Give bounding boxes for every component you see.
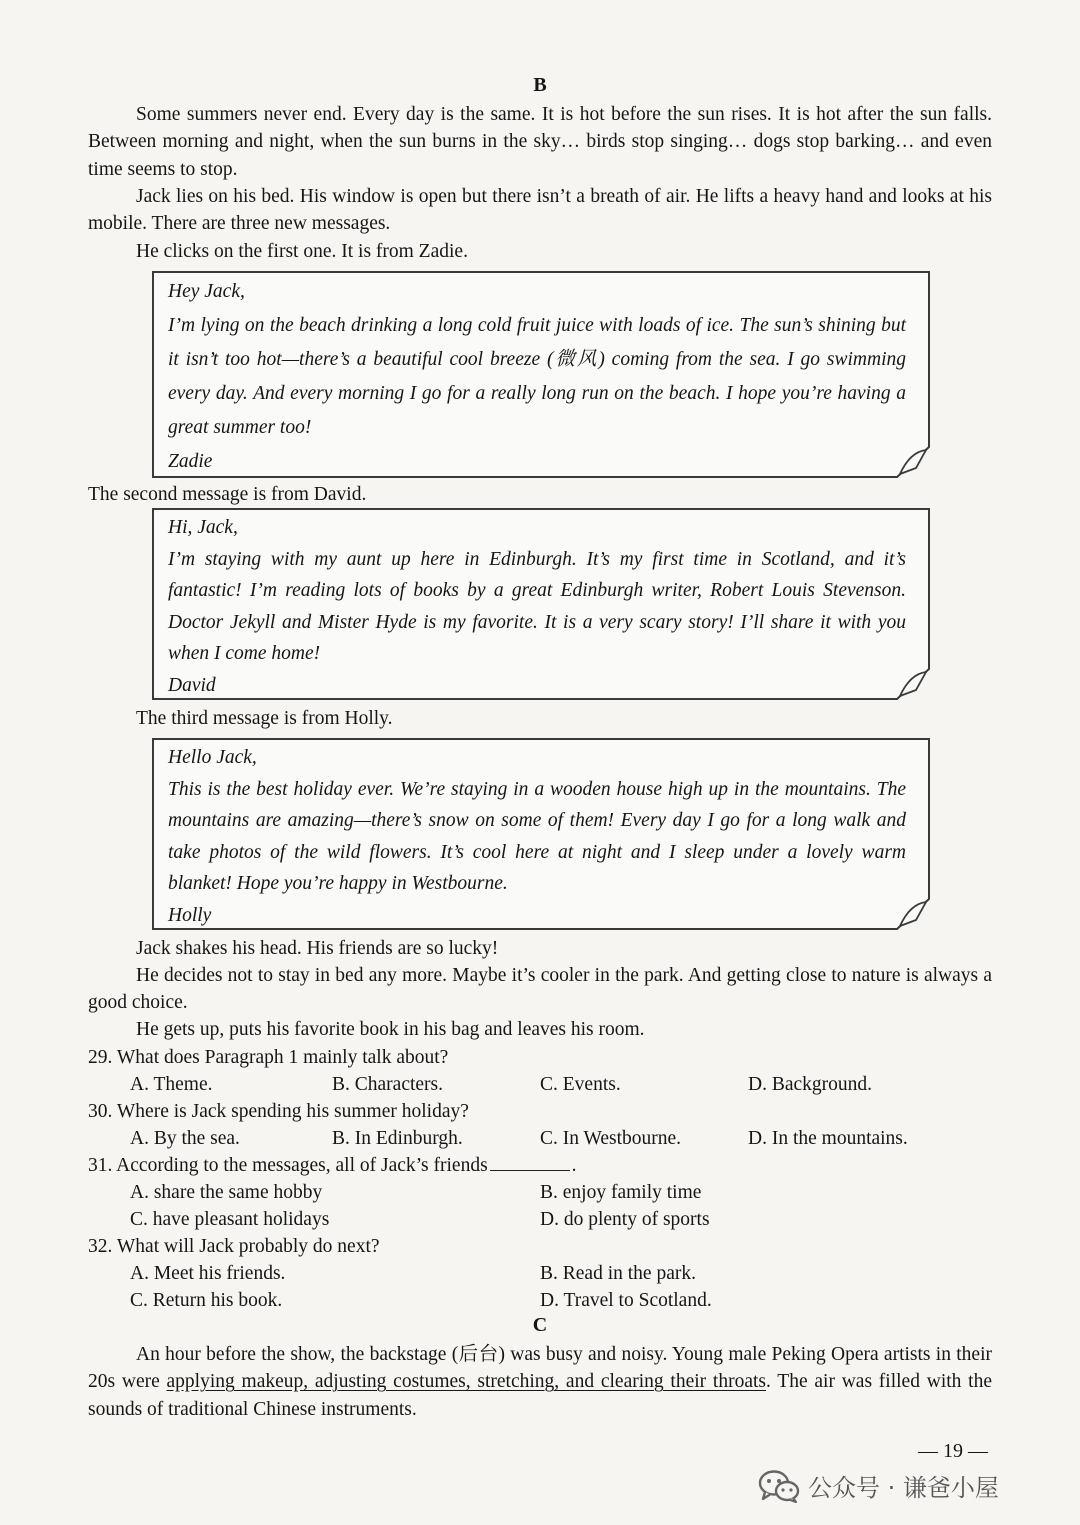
message-greeting: Hi, Jack,: [168, 517, 238, 538]
underlined-phrase: applying makeup, adjusting costumes, stretching, and clearing their throats: [166, 1371, 766, 1393]
option-30b: B. In Edinburgh.: [332, 1128, 463, 1149]
option-31c: C. have pleasant holidays: [130, 1209, 330, 1230]
page-curl-icon: [896, 446, 930, 478]
option-29b: B. Characters.: [332, 1074, 444, 1095]
watermark: [758, 1468, 999, 1503]
option-31b: B. enjoy family time: [540, 1182, 702, 1203]
paragraph-3: He clicks on the first one. It is from Zadie.: [136, 241, 468, 262]
section-b-title: B: [533, 74, 547, 96]
option-30a: A. By the sea.: [130, 1128, 240, 1149]
message-body: I’m staying with my aunt up here in Edinburgh. It’s my first time in Scotland, and it’s fantastic! I’m reading lots of books by a great Edinburgh writer, Robert Louis Stevenson. Doctor Jekyll and Mister Hyde is my favorite. It is a very scary story! I’ll share it with you when I come home!: [168, 548, 906, 665]
paragraph-2: Jack lies on his bed. His window is open but there isn’t a breath of air. He lifts a heavy hand and looks at his mobile. There are three new messages.: [88, 186, 992, 235]
question-31-end: .: [571, 1155, 577, 1176]
paragraph-8: He gets up, puts his favorite book in his bag and leaves his room.: [136, 1019, 645, 1040]
paragraph-7: He decides not to stay in bed any more. Maybe it’s cooler in the park. And getting close to nature is always a good choice.: [88, 965, 992, 1014]
paragraph-4: The second message is from David.: [88, 484, 367, 505]
question-30: 30. Where is Jack spending his summer holiday?: [88, 1101, 469, 1122]
message-greeting: Hello Jack,: [168, 747, 257, 768]
message-david: [152, 508, 930, 700]
paragraph-6: Jack shakes his head. His friends are so lucky!: [136, 938, 499, 959]
paragraph-1: Some summers never end. Every day is the same. It is hot before the sun rises. It is hot after the sun falls. Between morning and night, when the sun burns in the sky… birds stop singing… dogs stop barking… and even time seems to stop.: [88, 104, 992, 180]
question-31: [88, 1152, 577, 1179]
answer-blank: [490, 1170, 570, 1171]
question-32: 32. What will Jack probably do next?: [88, 1236, 380, 1257]
question-31-stem: 31. According to the messages, all of Jack’s friends: [88, 1155, 488, 1176]
option-29c: C. Events.: [540, 1074, 621, 1095]
option-30c: C. In Westbourne.: [540, 1128, 682, 1149]
message-greeting: Hey Jack,: [168, 281, 245, 302]
wechat-icon: [758, 1469, 800, 1503]
section-c-title: C: [532, 1314, 548, 1336]
watermark-text: 公众号 · 谦爸小屋: [808, 1474, 999, 1502]
option-32b: B. Read in the park.: [540, 1263, 696, 1284]
option-32c: C. Return his book.: [130, 1290, 283, 1311]
message-holly: [152, 738, 930, 930]
question-29: 29. What does Paragraph 1 mainly talk about?: [88, 1047, 449, 1068]
page-curl-icon: [896, 668, 930, 700]
message-body: This is the best holiday ever. We’re staying in a wooden house high up in the mountains. The mountains are amazing—there’s snow on some of them! Every day I go for a long walk and take photos of the wild flowers. It’s cool here at night and I sleep under a lovely warm blanket! Hope you’re happy in Westbourne.: [168, 778, 906, 895]
page-number: — 19 —: [918, 1440, 988, 1462]
message-zadie: [152, 271, 930, 478]
page-curl-icon: [896, 898, 930, 930]
option-29a: A. Theme.: [130, 1074, 213, 1095]
message-signature: Holly: [168, 904, 212, 926]
option-29d: D. Background.: [748, 1074, 873, 1095]
option-31a: A. share the same hobby: [130, 1182, 323, 1203]
section-c-text: An hour before the show, the backstage (后台) was busy and noisy. Young male Peking Opera artists in their 20s were: [88, 1344, 992, 1393]
option-31d: D. do plenty of sports: [540, 1209, 710, 1230]
section-c-text-end: . The air was filled with the sounds of traditional Chinese instruments.: [88, 1371, 992, 1420]
paragraph-5: The third message is from Holly.: [136, 708, 393, 729]
option-32a: A. Meet his friends.: [130, 1263, 286, 1284]
message-signature: David: [168, 674, 216, 696]
message-signature: Zadie: [168, 451, 213, 472]
message-body: I’m lying on the beach drinking a long cold fruit juice with loads of ice. The sun’s shining but it isn’t too hot—there’s a beautiful cool breeze (微风) coming from the sea. I go swimming every day. And every morning I go for a really long run on the beach. I hope you’re having a great summer too!: [168, 315, 906, 438]
option-32d: D. Travel to Scotland.: [540, 1290, 712, 1311]
section-c-paragraph: [88, 1341, 992, 1423]
option-30d: D. In the mountains.: [748, 1128, 908, 1149]
